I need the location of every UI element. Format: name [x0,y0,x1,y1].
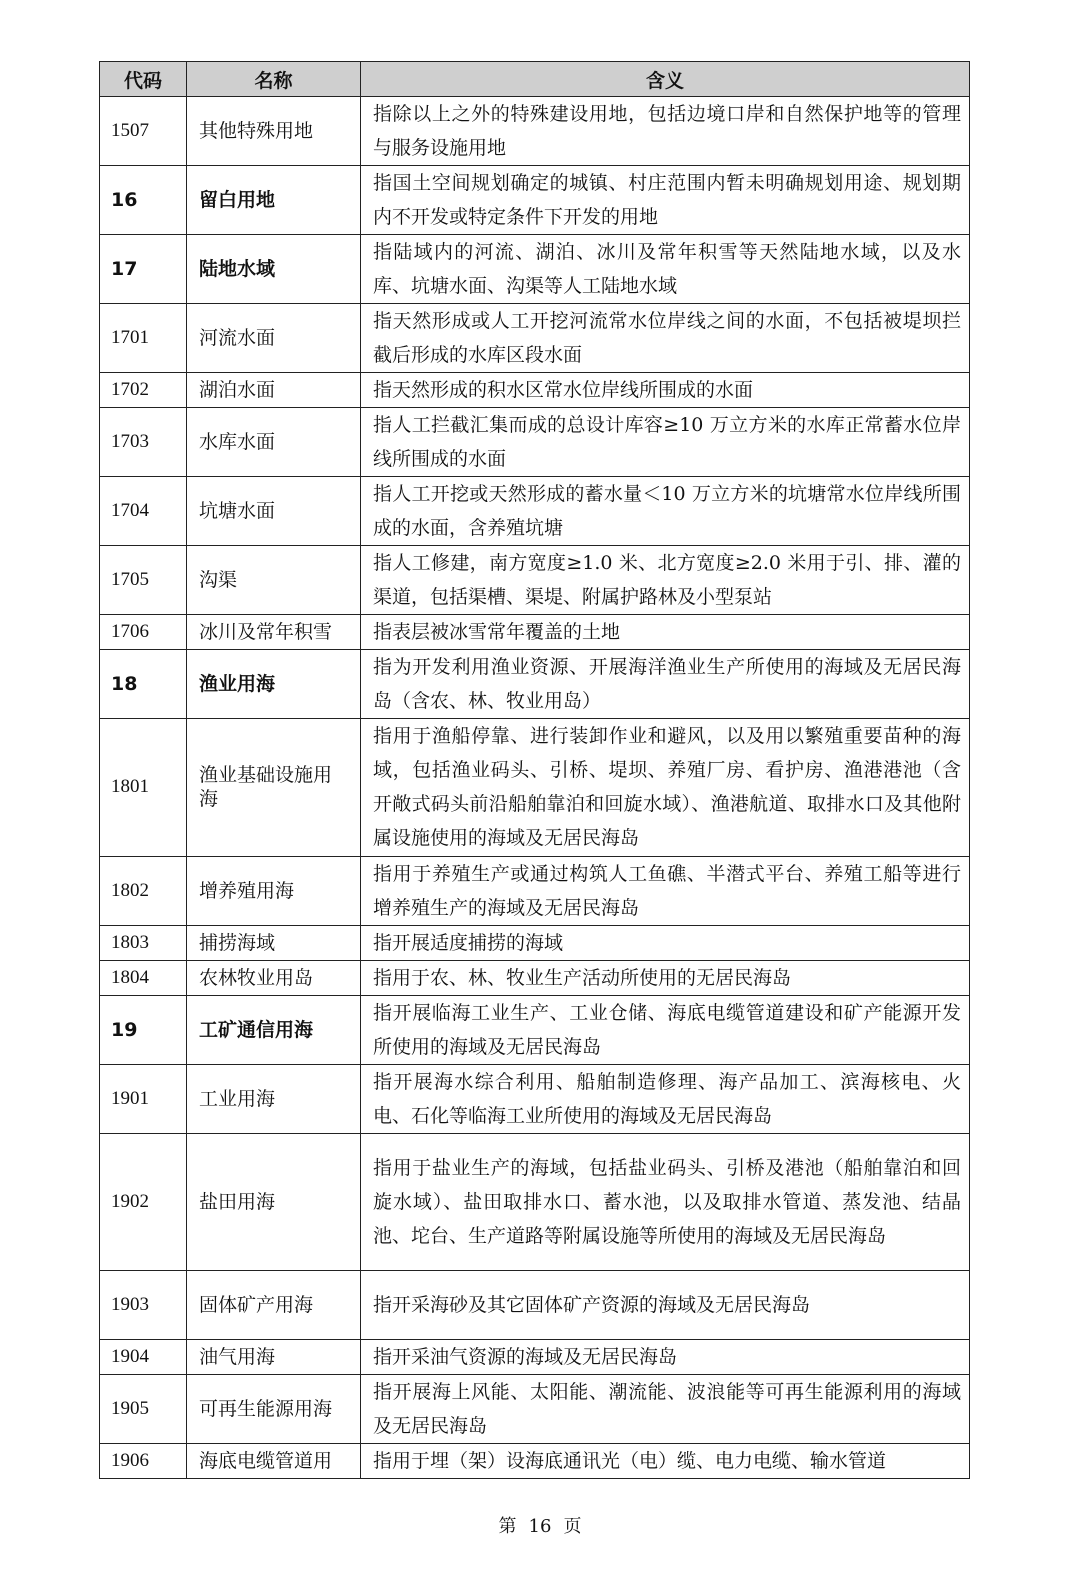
page-footer [0,1512,1080,1538]
row-code: 1804 [100,960,187,995]
row-name: 沟渠 [187,546,361,615]
row-code: 1803 [100,925,187,960]
land-use-classification-table [99,61,970,1479]
row-code: 1507 [100,97,187,166]
row-code: 1904 [100,1339,187,1374]
row-code: 1702 [100,373,187,408]
row-code: 1802 [100,856,187,925]
table-row [100,856,970,925]
row-definition: 指用于埋（架）设海底通讯光（电）缆、电力电缆、输水管道 [361,1443,970,1478]
row-name: 渔业基础设施用海 [187,719,361,857]
row-definition: 指天然形成或人工开挖河流常水位岸线之间的水面，不包括被堤坝拦截后形成的水库区段水面 [361,304,970,373]
row-definition: 指开展海上风能、太阳能、潮流能、波浪能等可再生能源利用的海域及无居民海岛 [361,1374,970,1443]
table-row [100,408,970,477]
table-row [100,373,970,408]
row-definition: 指人工拦截汇集而成的总设计库容≥10 万立方米的水库正常蓄水位岸线所围成的水面 [361,408,970,477]
row-definition: 指天然形成的积水区常水位岸线所围成的水面 [361,373,970,408]
row-code: 1706 [100,615,187,650]
row-definition: 指陆域内的河流、湖泊、冰川及常年积雪等天然陆地水域，以及水库、坑塘水面、沟渠等人工陆地水域 [361,235,970,304]
table-row [100,615,970,650]
row-name: 盐田用海 [187,1133,361,1271]
row-code: 19 [100,995,187,1064]
table-row [100,97,970,166]
row-name: 渔业用海 [187,650,361,719]
table-row [100,925,970,960]
table-row [100,1443,970,1478]
row-name: 油气用海 [187,1339,361,1374]
table-row [100,1133,970,1271]
table-row [100,1271,970,1340]
row-name: 增养殖用海 [187,856,361,925]
row-definition: 指用于渔船停靠、进行装卸作业和避风，以及用以繁殖重要苗种的海域，包括渔业码头、引桥、堤坝、养殖厂房、看护房、渔港港池（含开敞式码头前沿船舶靠泊和回旋水域）、渔港航道、取排水口及其他附属设施使用的海域及无居民海岛 [361,719,970,857]
page-number: 16 [528,1516,552,1537]
row-definition: 指人工开挖或天然形成的蓄水量＜10 万立方米的坑塘常水位岸线所围成的水面，含养殖坑塘 [361,477,970,546]
row-name: 其他特殊用地 [187,97,361,166]
header-name: 名称 [187,62,361,97]
row-code: 17 [100,235,187,304]
row-definition: 指用于盐业生产的海域，包括盐业码头、引桥及港池（船舶靠泊和回旋水域）、盐田取排水口、蓄水池，以及取排水管道、蒸发池、结晶池、坨台、生产道路等附属设施等所使用的海域及无居民海岛 [361,1133,970,1271]
row-name: 冰川及常年积雪 [187,615,361,650]
row-definition: 指除以上之外的特殊建设用地，包括边境口岸和自然保护地等的管理与服务设施用地 [361,97,970,166]
header-code: 代码 [100,62,187,97]
row-definition: 指国土空间规划确定的城镇、村庄范围内暂未明确规划用途、规划期内不开发或特定条件下开发的用地 [361,166,970,235]
row-name: 坑塘水面 [187,477,361,546]
row-name: 水库水面 [187,408,361,477]
row-definition: 指开展临海工业生产、工业仓储、海底电缆管道建设和矿产能源开发所使用的海域及无居民海岛 [361,995,970,1064]
row-definition: 指人工修建，南方宽度≥1.0 米、北方宽度≥2.0 米用于引、排、灌的渠道，包括渠槽、渠堤、附属护路林及小型泵站 [361,546,970,615]
row-name: 工矿通信用海 [187,995,361,1064]
row-name: 固体矿产用海 [187,1271,361,1340]
table-row [100,719,970,857]
table-row [100,960,970,995]
page-suffix: 页 [563,1516,582,1537]
row-name: 湖泊水面 [187,373,361,408]
row-code: 16 [100,166,187,235]
row-definition: 指开展海水综合利用、船舶制造修理、海产品加工、滨海核电、火电、石化等临海工业所使用的海域及无居民海岛 [361,1064,970,1133]
table-row [100,1339,970,1374]
table-row [100,995,970,1064]
row-code: 1701 [100,304,187,373]
row-definition: 指为开发利用渔业资源、开展海洋渔业生产所使用的海域及无居民海岛（含农、林、牧业用岛） [361,650,970,719]
table-row [100,304,970,373]
row-definition: 指表层被冰雪常年覆盖的土地 [361,615,970,650]
row-code: 1903 [100,1271,187,1340]
table-header-row [100,62,970,97]
row-name: 工业用海 [187,1064,361,1133]
row-name: 陆地水域 [187,235,361,304]
row-definition: 指开采油气资源的海域及无居民海岛 [361,1339,970,1374]
row-definition: 指开采海砂及其它固体矿产资源的海域及无居民海岛 [361,1271,970,1340]
row-definition: 指用于养殖生产或通过构筑人工鱼礁、半潜式平台、养殖工船等进行增养殖生产的海域及无居民海岛 [361,856,970,925]
table-row [100,1374,970,1443]
row-code: 1801 [100,719,187,857]
table-row [100,166,970,235]
page-prefix: 第 [498,1516,517,1537]
row-name: 海底电缆管道用 [187,1443,361,1478]
row-code: 1703 [100,408,187,477]
table-row [100,477,970,546]
row-code: 1902 [100,1133,187,1271]
row-code: 1901 [100,1064,187,1133]
row-code: 1705 [100,546,187,615]
row-code: 1704 [100,477,187,546]
row-definition: 指开展适度捕捞的海域 [361,925,970,960]
table-row [100,546,970,615]
row-code: 1905 [100,1374,187,1443]
table-row [100,650,970,719]
row-name: 农林牧业用岛 [187,960,361,995]
header-definition: 含义 [361,62,970,97]
row-name: 留白用地 [187,166,361,235]
row-name: 河流水面 [187,304,361,373]
table-row [100,235,970,304]
row-name: 可再生能源用海 [187,1374,361,1443]
row-code: 18 [100,650,187,719]
row-code: 1906 [100,1443,187,1478]
row-definition: 指用于农、林、牧业生产活动所使用的无居民海岛 [361,960,970,995]
row-name: 捕捞海域 [187,925,361,960]
table-row [100,1064,970,1133]
